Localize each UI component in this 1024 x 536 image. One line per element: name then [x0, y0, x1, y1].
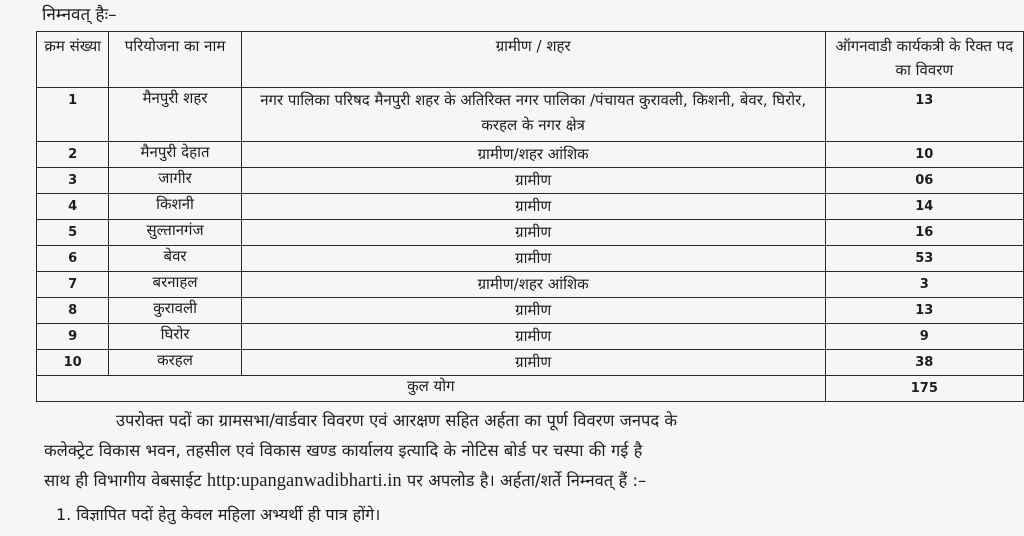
- table-row: [37, 194, 1024, 220]
- table-row: [37, 272, 1024, 298]
- table-header-row: [37, 32, 1024, 88]
- project-cell: बेवर: [109, 246, 241, 272]
- area-cell: नगर पालिका परिषद मैनपुरी शहर के अतिरिक्त नगर पालिका /पंचायत कुरावली, किशनी, बेवर, घिरोर, करहल के नगर क्षेत्र: [241, 88, 825, 142]
- project-cell: मैनपुरी शहर: [109, 88, 241, 142]
- serial-cell: 9: [37, 324, 109, 350]
- area-cell: ग्रामीण/शहर आंशिक: [241, 272, 825, 298]
- area-cell: ग्रामीण: [241, 324, 825, 350]
- header-area: ग्रामीण / शहर: [241, 32, 825, 88]
- header-vacancy: ऑगनवाडी कार्यकत्री के रिक्त पद का विवरण: [825, 32, 1023, 88]
- project-cell: करहल: [109, 350, 241, 376]
- project-cell: कुरावली: [109, 298, 241, 324]
- vacancy-count-cell: 9: [825, 324, 1023, 350]
- project-cell: मैनपुरी देहात: [109, 142, 241, 168]
- vacancy-count-cell: 13: [825, 88, 1023, 142]
- project-cell: किशनी: [109, 194, 241, 220]
- table-row: [37, 168, 1024, 194]
- area-cell: ग्रामीण: [241, 220, 825, 246]
- area-cell: ग्रामीण: [241, 194, 825, 220]
- serial-cell: 2: [37, 142, 109, 168]
- paragraph-line-2: कलेक्ट्रेट विकास भवन, तहसील एवं विकास खण्ड कार्यालय इत्यादि के नोटिस बोर्ड पर चस्पा की गई है: [44, 441, 643, 460]
- area-cell: ग्रामीण: [241, 246, 825, 272]
- total-value: 175: [825, 376, 1023, 402]
- vacancy-count-cell: 3: [825, 272, 1023, 298]
- table-row: [37, 324, 1024, 350]
- table-row: [37, 220, 1024, 246]
- project-cell: घिरोर: [109, 324, 241, 350]
- paragraph-line-3-post: पर अपलोड है। अर्हता/शर्ते निम्नवत् हैं :–: [406, 471, 647, 490]
- vacancy-count-cell: 53: [825, 246, 1023, 272]
- serial-cell: 3: [37, 168, 109, 194]
- table-row: [37, 298, 1024, 324]
- project-cell: जागीर: [109, 168, 241, 194]
- project-cell: बरनाहल: [109, 272, 241, 298]
- header-serial: क्रम संख्या: [37, 32, 109, 88]
- serial-cell: 1: [37, 88, 109, 142]
- vacancy-count-cell: 14: [825, 194, 1023, 220]
- vacancy-count-cell: 06: [825, 168, 1023, 194]
- project-cell: सुल्तानगंज: [109, 220, 241, 246]
- paragraph-line-3-pre: साथ ही विभागीय वेबसाईट: [44, 471, 202, 490]
- table-row: [37, 246, 1024, 272]
- serial-cell: 6: [37, 246, 109, 272]
- area-cell: ग्रामीण/शहर आंशिक: [241, 142, 825, 168]
- serial-cell: 4: [37, 194, 109, 220]
- serial-cell: 5: [37, 220, 109, 246]
- table-row: [37, 142, 1024, 168]
- area-cell: ग्रामीण: [241, 298, 825, 324]
- serial-cell: 7: [37, 272, 109, 298]
- intro-text: निम्नवत् हैः–: [42, 5, 117, 25]
- serial-cell: 8: [37, 298, 109, 324]
- table-row: [37, 350, 1024, 376]
- serial-cell: 10: [37, 350, 109, 376]
- header-project: परियोजना का नाम: [109, 32, 241, 88]
- vacancy-table: [36, 31, 1024, 402]
- table-body: [37, 88, 1024, 402]
- area-cell: ग्रामीण: [241, 168, 825, 194]
- website-url: http:upanganwadibharti.in: [206, 471, 402, 491]
- vacancy-count-cell: 13: [825, 298, 1023, 324]
- total-row: [37, 376, 1024, 402]
- paragraph-line-3: [44, 466, 944, 496]
- vacancy-count-cell: 16: [825, 220, 1023, 246]
- condition-1: 1. विज्ञापित पदों हेतु केवल महिला अभ्यर्थी ही पात्र होंगे।: [56, 505, 381, 524]
- table-row: [37, 88, 1024, 142]
- vacancy-count-cell: 10: [825, 142, 1023, 168]
- area-cell: ग्रामीण: [241, 350, 825, 376]
- total-label: कुल योग: [37, 376, 826, 402]
- vacancy-count-cell: 38: [825, 350, 1023, 376]
- paragraph-line-1: उपरोक्त पदों का ग्रामसभा/वार्डवार विवरण एवं आरक्षण सहित अर्हता का पूर्ण विवरण जनपद के: [116, 411, 678, 430]
